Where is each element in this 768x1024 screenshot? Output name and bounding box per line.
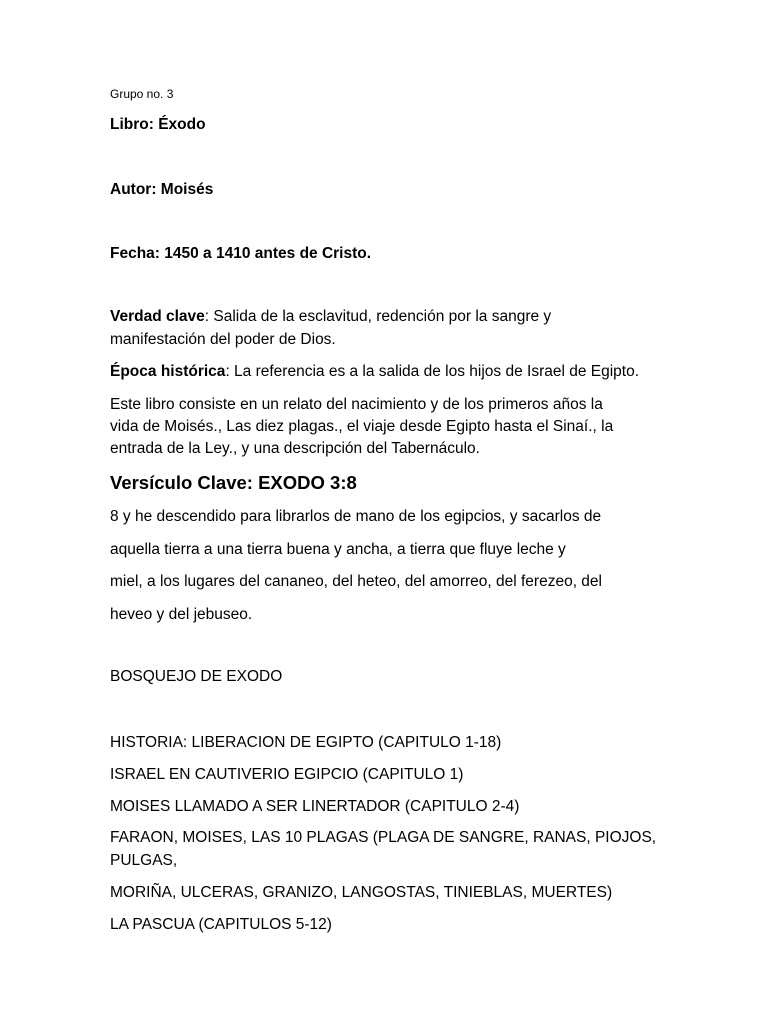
verdad-clave-line1	[110, 306, 551, 328]
epoca-historica-label: Época histórica	[110, 363, 226, 380]
versiculo-title: Versículo Clave: EXODO 3:8	[110, 472, 357, 493]
versiculo-line2: aquella tierra a una tierra buena y ancha, a tierra que fluye leche y	[110, 541, 566, 558]
group-label: Grupo no. 3	[110, 87, 174, 101]
verdad-clave-line2: manifestación del poder de Dios.	[110, 331, 336, 348]
outline-item: LA PASCUA (CAPITULOS 5-12)	[110, 916, 332, 933]
outline-item: ISRAEL EN CAUTIVERIO EGIPCIO (CAPITULO 1)	[110, 766, 464, 783]
outline-item: HISTORIA: LIBERACION DE EGIPTO (CAPITULO 1-18)	[110, 734, 502, 751]
description-line3: entrada de la Ley., y una descripción del Tabernáculo.	[110, 440, 480, 457]
verdad-clave-label: Verdad clave	[110, 308, 205, 325]
libro-heading: Libro: Éxodo	[110, 116, 206, 133]
description-line1: Este libro consiste en un relato del nacimiento y de los primeros años la	[110, 396, 603, 413]
versiculo-line4: heveo y del jebuseo.	[110, 606, 253, 623]
versiculo-line1: 8 y he descendido para librarlos de mano de los egipcios, y sacarlos de	[110, 508, 602, 525]
verdad-clave-text: : Salida de la esclavitud, redención por la sangre y	[204, 308, 552, 325]
outline-item: MORIÑA, ULCERAS, GRANIZO, LANGOSTAS, TINIEBLAS, MUERTES)	[110, 884, 613, 901]
outline-title: BOSQUEJO DE EXODO	[110, 668, 283, 685]
epoca-historica-text: : La referencia es a la salida de los hijos de Israel de Egipto.	[225, 363, 640, 380]
autor-heading: Autor: Moisés	[110, 181, 214, 198]
epoca-historica	[110, 361, 639, 383]
versiculo-line3: miel, a los lugares del cananeo, del heteo, del amorreo, del ferezeo, del	[110, 573, 602, 590]
description-line2: vida de Moisés., Las diez plagas., el viaje desde Egipto hasta el Sinaí., la	[110, 418, 614, 435]
outline-item: MOISES LLAMADO A SER LINERTADOR (CAPITULO 2-4)	[110, 798, 520, 815]
outline-item: FARAON, MOISES, LAS 10 PLAGAS (PLAGA DE SANGRE, RANAS, PIOJOS,	[110, 829, 657, 846]
outline-item: PULGAS,	[110, 852, 178, 869]
fecha-heading: Fecha: 1450 a 1410 antes de Cristo.	[110, 245, 372, 262]
